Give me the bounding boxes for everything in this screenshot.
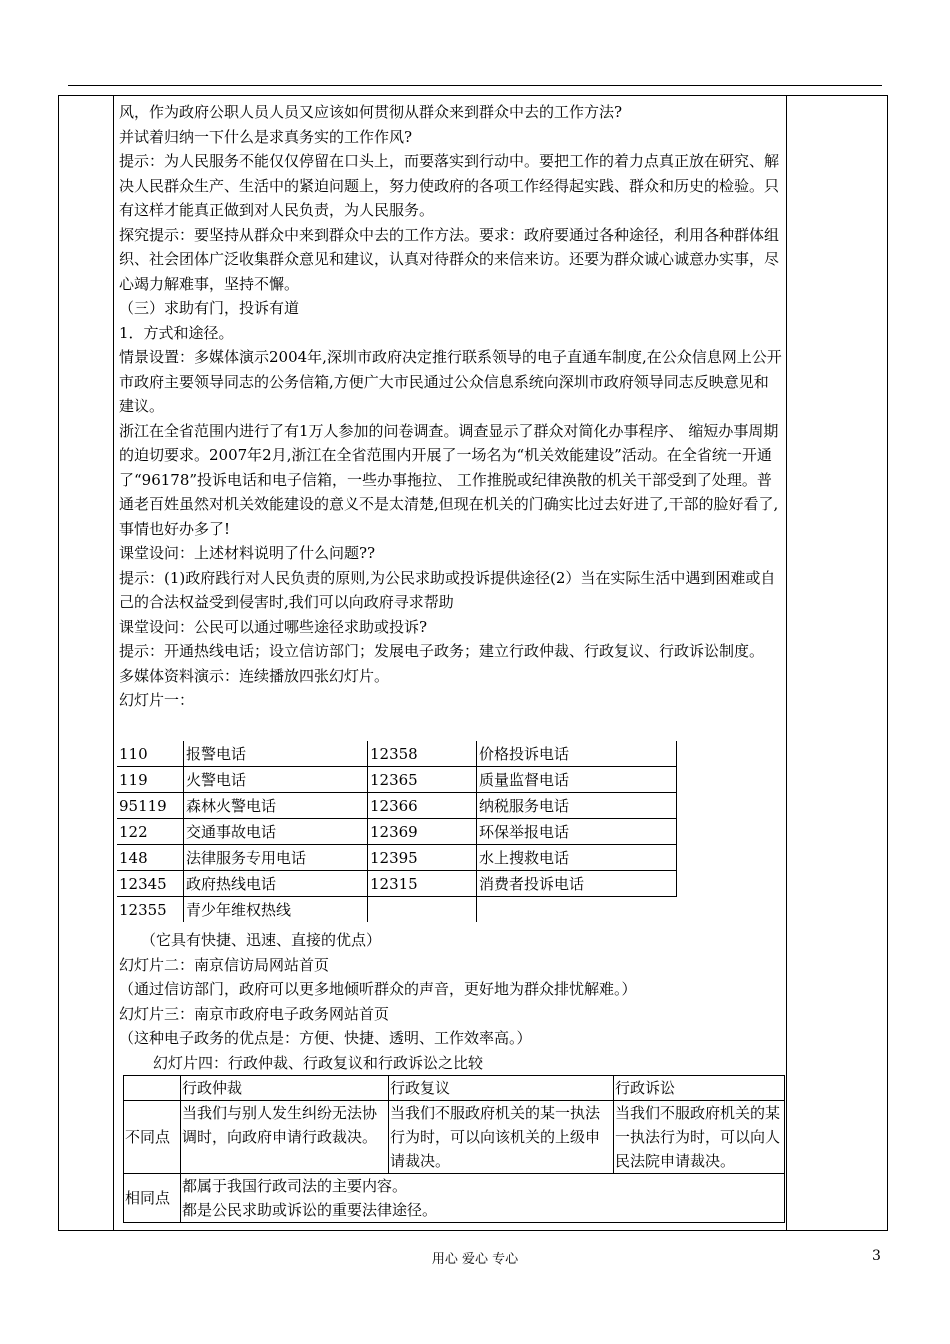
hotline-name: 水上搜救电话 bbox=[477, 845, 677, 871]
paragraph: 多媒体资料演示：连续播放四张幻灯片。 bbox=[119, 666, 390, 685]
paragraph: （这种电子政务的优点是：方便、快捷、透明、工作效率高。） bbox=[119, 1029, 532, 1047]
paragraph: 探究提示：要坚持从群众中来到群众中去的工作方法。要求：政府要通过各种途径，利用各种群体组织、社会团体广泛收集群众意见和建议，认真对待群众的来信来访。还要为群众诚心诚意办实事，尽心竭力解难事，坚持不懈。 bbox=[119, 225, 780, 293]
column-divider-right bbox=[786, 95, 787, 1231]
table-header-cell bbox=[124, 1076, 181, 1101]
table-row bbox=[117, 871, 677, 897]
hotline-name: 火警电话 bbox=[184, 767, 368, 793]
paragraph: 课堂设问：上述材料说明了什么问题?? bbox=[119, 544, 376, 562]
subsection-heading: 1．方式和途径。 bbox=[119, 323, 234, 342]
row-label: 不同点 bbox=[124, 1101, 181, 1174]
table-header-cell: 行政复议 bbox=[389, 1076, 614, 1101]
page-number: 3 bbox=[872, 1248, 881, 1264]
hotline-number: 12345 bbox=[117, 871, 184, 897]
hotline-number: 110 bbox=[117, 741, 184, 767]
table-row bbox=[117, 819, 677, 845]
table-row bbox=[124, 1174, 785, 1223]
hotline-name: 交通事故电话 bbox=[184, 819, 368, 845]
paragraph: 提示：开通热线电话；设立信访部门；发展电子政务；建立行政仲裁、行政复议、行政诉讼制度。 bbox=[119, 642, 765, 660]
paragraph: 并试着归纳一下什么是求真务实的工作作风? bbox=[119, 127, 413, 146]
same-line: 都是公民求助或诉讼的重要法律途径。 bbox=[182, 1201, 438, 1219]
table-cell: 当我们不服政府机关的某一执法行为时，可以向人民法院申请裁决。 bbox=[614, 1101, 785, 1174]
hotline-number: 148 bbox=[117, 845, 184, 871]
slide-one-label: 幻灯片一： bbox=[119, 691, 195, 709]
column-divider-left bbox=[113, 95, 114, 1231]
hotline-name: 报警电话 bbox=[184, 741, 368, 767]
table-header-cell: 行政仲裁 bbox=[181, 1076, 389, 1101]
hotline-name: 价格投诉电话 bbox=[477, 741, 677, 767]
slide-notes bbox=[119, 928, 783, 1075]
paragraph: （它具有快捷、迅速、直接的优点） bbox=[141, 931, 382, 949]
hotline-name bbox=[477, 897, 677, 923]
table-header-cell: 行政诉讼 bbox=[614, 1076, 785, 1101]
table-row bbox=[124, 1076, 785, 1101]
hotline-number: 12315 bbox=[368, 871, 477, 897]
hotline-number: 95119 bbox=[117, 793, 184, 819]
hotline-name: 质量监督电话 bbox=[477, 767, 677, 793]
table-row bbox=[117, 767, 677, 793]
table-row bbox=[117, 741, 677, 767]
hotline-number: 12358 bbox=[368, 741, 477, 767]
hotline-name: 青少年维权热线 bbox=[184, 897, 368, 923]
hotline-number: 12395 bbox=[368, 845, 477, 871]
paragraph: 幻灯片四：行政仲裁、行政复议和行政诉讼之比较 bbox=[153, 1053, 484, 1072]
comparison-table bbox=[123, 1075, 785, 1223]
paragraph: 课堂设问：公民可以通过哪些途径求助或投诉? bbox=[119, 617, 428, 636]
paragraph: 情景设置：多媒体演示2004年,深圳市政府决定推行联系领导的电子直通车制度,在公众信息网上公开市政府主要领导同志的公务信箱,方便广大市民通过公众信息系统向深圳市政府领导同志反映意见和建议。 bbox=[119, 348, 782, 415]
hotline-number: 12369 bbox=[368, 819, 477, 845]
table-cell bbox=[181, 1174, 785, 1223]
hotline-name: 纳税服务电话 bbox=[477, 793, 677, 819]
hotline-number: 12365 bbox=[368, 767, 477, 793]
hotline-name: 森林火警电话 bbox=[184, 793, 368, 819]
footer-text: 用心 爱心 专心 bbox=[431, 1252, 519, 1267]
hotline-number: 119 bbox=[117, 767, 184, 793]
row-label: 相同点 bbox=[124, 1174, 181, 1223]
section-heading: （三）求助有门，投诉有道 bbox=[119, 299, 300, 317]
hotline-table bbox=[117, 741, 677, 922]
hotline-name: 消费者投诉电话 bbox=[477, 871, 677, 897]
hotline-number: 12366 bbox=[368, 793, 477, 819]
hotline-name: 环保举报电话 bbox=[477, 819, 677, 845]
table-row bbox=[117, 845, 677, 871]
hotline-name: 政府热线电话 bbox=[184, 871, 368, 897]
paragraph: 幻灯片三：南京市政府电子政务网站首页 bbox=[119, 1004, 390, 1023]
hotline-number: 12355 bbox=[119, 900, 167, 919]
paragraph: 幻灯片二：南京信访局网站首页 bbox=[119, 955, 330, 974]
table-cell: 当我们不服政府机关的某一执法行为时，可以向该机关的上级申请裁决。 bbox=[389, 1101, 614, 1174]
paragraph: 提示：(1)政府践行对人民负责的原则,为公民求助或投诉提供途径(2）当在实际生活中遇到困难或自己的合法权益受到侵害时,我们可以向政府寻求帮助 bbox=[119, 568, 776, 611]
hotline-name: 法律服务专用电话 bbox=[184, 845, 368, 871]
hotline-number: 122 bbox=[117, 819, 184, 845]
header-rule bbox=[68, 85, 882, 86]
hotline-number bbox=[368, 897, 477, 923]
table-row bbox=[117, 793, 677, 819]
paragraph: 浙江在全省范围内进行了有1万人参加的问卷调查。调查显示了群众对简化办事程序、 缩短办事周期的迫切要求。2007年2月,浙江在全省范围内开展了一场名为“机关效能建设”活动。在全省统一开通了“96178”投诉电话和电子信箱，一些办事拖拉、 工作推脱或纪律涣散的机关干部受到了处理。普通老百姓虽然对机关效能建设的意义不是太清楚,但现在机关的门确实比过去好进了,干部的脸好看了,事情也好办多了! bbox=[119, 421, 779, 538]
table-row bbox=[124, 1101, 785, 1174]
same-line: 都属于我国行政司法的主要内容。 bbox=[182, 1177, 408, 1195]
lesson-content bbox=[119, 100, 783, 713]
paragraph: 提示：为人民服务不能仅仅停留在口头上，而要落实到行动中。要把工作的着力点真正放在研究、解决人民群众生产、生活中的紧迫问题上，努力使政府的各项工作经得起实践、群众和历史的检验。只有这样才能真正做到对人民负责，为人民服务。 bbox=[119, 152, 780, 219]
paragraph: 风，作为政府公职人员人员又应该如何贯彻从群众来到群众中去的工作方法? bbox=[119, 103, 623, 121]
table-row bbox=[117, 897, 677, 923]
table-cell: 当我们与别人发生纠纷无法协调时，向政府申请行政裁决。 bbox=[181, 1101, 389, 1174]
paragraph: （通过信访部门，政府可以更多地倾听群众的声音，更好地为群众排忧解难。） bbox=[119, 980, 637, 998]
